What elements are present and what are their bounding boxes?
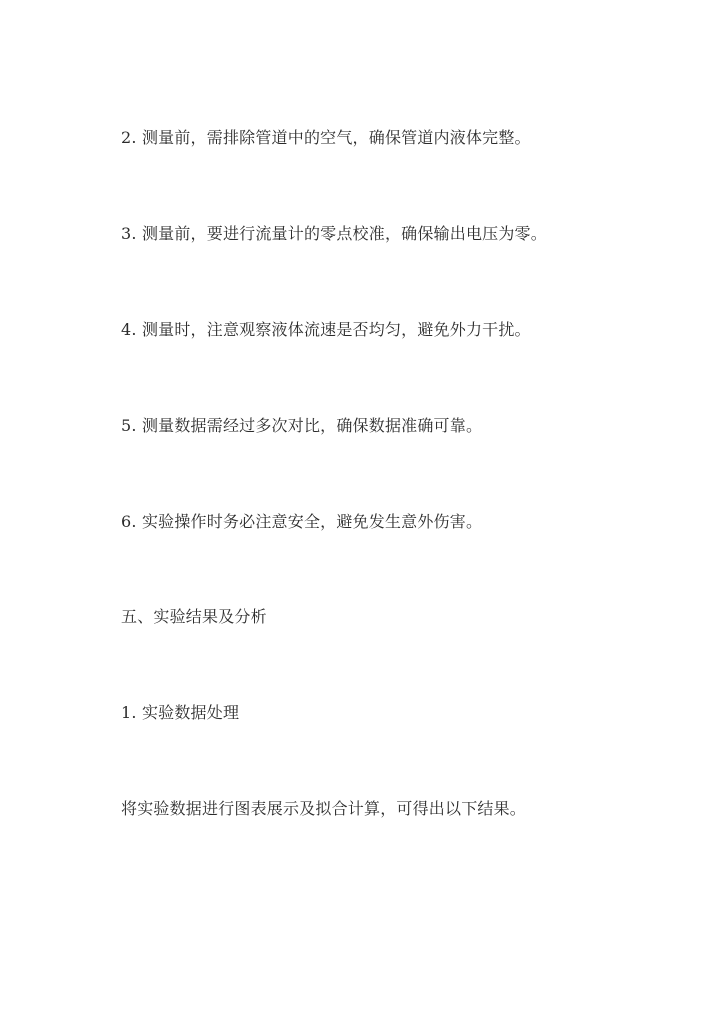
list-item-2: 2. 测量前，需排除管道中的空气，确保管道内液体完整。 [121, 128, 531, 147]
section-heading-results: 五、实验结果及分析 [121, 607, 267, 626]
list-item-6: 6. 实验操作时务必注意安全，避免发生意外伤害。 [121, 512, 483, 531]
list-item-3: 3. 测量前，要进行流量计的零点校准，确保输出电压为零。 [121, 224, 547, 243]
list-item-5: 5. 测量数据需经过多次对比，确保数据准确可靠。 [121, 416, 483, 435]
paragraph-text: 将实验数据进行图表展示及拟合计算，可得出以下结果。 [121, 799, 527, 818]
list-item-4: 4. 测量时，注意观察液体流速是否均匀，避免外力干扰。 [121, 320, 531, 339]
subsection-heading-data-processing: 1. 实验数据处理 [121, 703, 240, 722]
